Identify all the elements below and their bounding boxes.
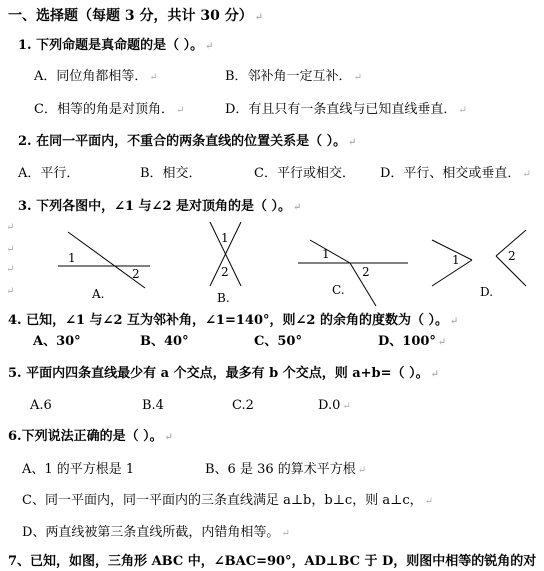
question-1-option-a: A．同位角都相等． ↵ [34,69,158,84]
question-2-stem: 2. 在同一平面内，不重合的两条直线的位置关系是（ ）。 ↵ [18,134,357,149]
question-2-option-a: A．平行． [18,166,80,181]
question-5-stem: 5. 平面内四条直线最少有 a 个交点，最多有 b 个交点，则 a+b=（ ）。 ↵ [8,366,439,381]
figure-a-label: A. [92,287,105,301]
question-3-figure-b [205,220,255,310]
angle-1-label: 1 [68,251,76,265]
question-3-figure-c [298,228,408,308]
question-2-option-d: D．平行、相交或垂直． ↵ [380,166,531,181]
question-3-figure-a [50,228,150,308]
question-1-option-c: C．相等的角是对顶角． ↵ [34,102,185,117]
question-2-option-c: C．平行或相交． [254,166,355,181]
question-6-option-b: B、6 是 36 的算术平方根 ↵ [205,462,367,477]
question-2-option-b: B．相交． [140,166,202,181]
question-5-option-b: B.4 [142,398,164,413]
question-6-option-a: A、1 的平方根是 1 [22,462,135,477]
angle-2-label: 2 [132,267,140,281]
question-4-option-d: D、100° ↵ [378,334,447,349]
angle-2-label: 2 [508,249,516,263]
question-6-option-d: D、两直线被第三条直线所截，内错角相等。 ↵ [22,525,290,540]
paragraph-mark: ↵ [6,222,15,233]
question-6-option-c: C、同一平面内，同一平面内的三条直线满足 a⊥b，b⊥c，则 a⊥c， ↵ [22,493,433,508]
figure-c-label: C. [332,283,345,297]
question-7-stem: 7、已知，如图，三角形 ABC 中，∠BAC=90°，AD⊥BC 于 D，则图中相等的锐角的对 [8,554,537,569]
question-5-option-c: C.2 [232,398,254,413]
question-1-option-b: B．邻补角一定互补． ↵ [225,69,362,84]
question-4-option-c: C、50° [254,334,302,349]
question-3-figure-d [430,228,544,308]
question-4-option-b: B、40° [140,334,189,349]
section-title: 一、选择题（每题 3 分，共计 30 分） ↵ [8,8,264,24]
angle-1-label: 1 [322,247,330,261]
question-1-stem: 1. 下列命题是真命题的是（ ）。 ↵ [18,38,214,53]
question-5-option-d: D.0 ↵ [318,398,351,413]
figure-b-label: B. [217,291,230,305]
paragraph-mark: ↵ [6,264,15,275]
angle-2-label: 2 [221,265,229,279]
paragraph-mark: ↵ [6,244,15,255]
question-5-option-a: A.6 [30,398,52,413]
angle-1-label: 1 [452,253,460,267]
question-4-option-a: A、30° [33,334,81,349]
question-3-stem: 3. 下列各图中，∠1 与∠2 是对顶角的是（ ）。 ↵ [18,199,302,214]
paragraph-mark: ↵ [6,286,15,297]
angle-2-label: 2 [362,265,370,279]
figure-d-label: D. [480,285,494,299]
angle-1-label: 1 [221,231,229,245]
question-4-stem: 4. 已知，∠1 与∠2 互为邻补角，∠1=140°，则∠2 的余角的度数为（ ）。 ↵ [8,313,459,328]
question-6-stem: 6.下列说法正确的是（ ）。 ↵ [8,429,173,444]
question-1-option-d: D．有且只有一条直线与已知直线垂直． ↵ [225,102,467,117]
